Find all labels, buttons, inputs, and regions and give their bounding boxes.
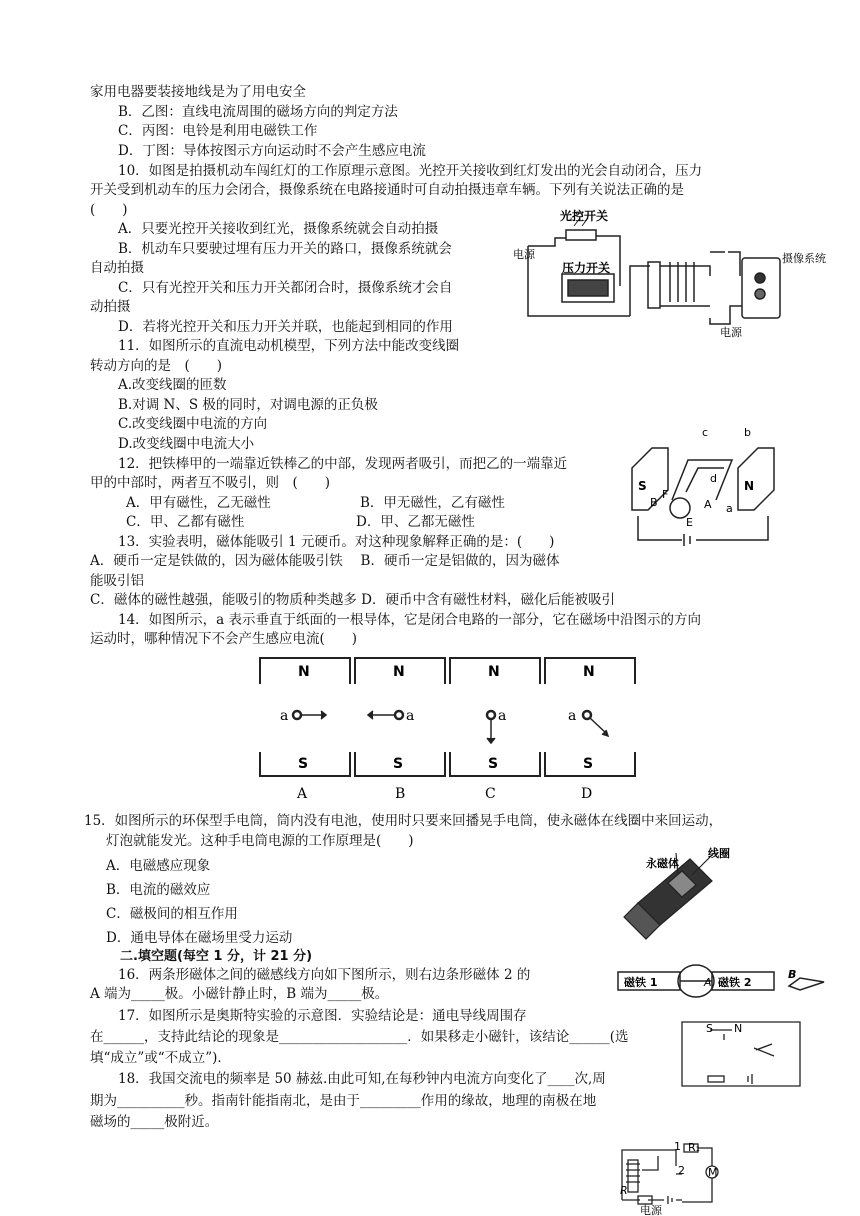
q11-stem: 11．如图所示的直流电动机模型，下列方法中能改变线圈 xyxy=(118,338,460,354)
relay-r1-label: R₁ xyxy=(688,1141,701,1154)
magnet-a-label: A xyxy=(704,976,712,989)
q11-stem-cont: 转动方向的是 ( ) xyxy=(90,358,223,374)
q10-bracket: ( ) xyxy=(90,202,128,218)
conductor-label-b: a xyxy=(406,708,415,724)
q18-stem: 18．我国交流电的频率是 50 赫兹.由此可知,在每秒钟内电流方向变化了____次,周 xyxy=(118,1071,606,1087)
induction-option-b: B xyxy=(395,786,406,802)
relay-2-label: 2 xyxy=(678,1164,685,1177)
q13-options-ab: A．硬币一定是铁做的，因为磁体能吸引铁 B．硬币一定是铝做的，因为磁体 xyxy=(90,553,560,569)
q15-option-c: C．磁极间的相互作用 xyxy=(106,906,238,922)
q14-stem: 14．如图所示，a 表示垂直于纸面的一根导体，它是闭合电路的一部分，它在磁场中沿图示的方向 xyxy=(118,612,702,628)
q11-option-c: C.改变线圈中电流的方向 xyxy=(118,416,268,432)
compass-b-label: B xyxy=(788,968,797,981)
motor-d-label: d xyxy=(710,472,717,485)
q15-option-d: D．通电导体在磁场里受力运动 xyxy=(106,930,293,946)
bar-magnets-diagram xyxy=(612,958,827,998)
induction-s-label-c: S xyxy=(488,756,499,772)
magnet-1-label: 磁铁 1 xyxy=(624,976,658,989)
oersted-diagram xyxy=(676,1018,806,1090)
text-line: 家用电器要装接地线是为了用电安全 xyxy=(90,84,306,100)
relay-motor-label: M xyxy=(708,1166,718,1179)
induction-n-label-d: N xyxy=(583,664,595,680)
q15-stem-cont: 灯泡就能发光。这种手电筒电源的工作原理是( ) xyxy=(106,833,414,849)
q17-blanks: 在______，支持此结论的现象是___________________．如果移走小磁针，该结论______(选 xyxy=(90,1029,629,1045)
q11-option-a: A.改变线圈的匝数 xyxy=(118,377,227,393)
q12-stem: 12．把铁棒甲的一端靠近铁棒乙的中部，发现两者吸引，而把乙的一端靠近 xyxy=(118,456,568,472)
pressure-switch-label: 压力开关 xyxy=(562,261,611,275)
option-d: D．丁图：导体按图示方向运动时不会产生感应电流 xyxy=(118,143,426,159)
option-c: C．丙图：电铃是利用电磁铁工作 xyxy=(118,123,318,139)
coil-label: 线圈 xyxy=(708,847,730,860)
q12-option-a: A．甲有磁性，乙无磁性 xyxy=(126,495,271,511)
induction-n-label-c: N xyxy=(488,664,500,680)
motor-a-brush-label: A xyxy=(704,498,712,511)
induction-s-label-a: S xyxy=(298,756,309,772)
q17-stem: 17．如图所示是奥斯特实验的示意图．实验结论是：通电导线周围存 xyxy=(118,1008,527,1024)
conductor-label-d: a xyxy=(568,708,577,724)
q10-option-c-cont: 动拍摄 xyxy=(90,299,131,315)
q10-option-a: A．只要光控开关接收到红光，摄像系统就会自动拍摄 xyxy=(118,221,439,237)
q12-option-c: C．甲、乙都有磁性 xyxy=(126,514,245,530)
q11-option-d: D.改变线圈中电流大小 xyxy=(118,436,255,452)
q16-blanks: A 端为_____极。小磁针静止时，B 端为_____极。 xyxy=(90,986,389,1002)
relay-power-label: 电源 xyxy=(640,1204,662,1216)
oersted-s-label: S xyxy=(706,1022,713,1035)
q16-stem: 16．两条形磁体之间的磁感线方向如下图所示，则右边条形磁体 2 的 xyxy=(118,967,531,983)
motor-n-label: N xyxy=(744,479,755,493)
magnet-label: 永磁体 xyxy=(646,857,679,870)
induction-options-diagram xyxy=(255,652,640,802)
option-b: B．乙图：直线电流周围的磁场方向的判定方法 xyxy=(118,104,398,120)
section-heading: 二.填空题(每空 1 分，计 21 分) xyxy=(120,949,313,964)
q12-stem-cont: 甲的中部时，两者互不吸引，则 ( ) xyxy=(90,475,331,491)
induction-s-label-d: S xyxy=(583,756,594,772)
induction-n-label-b: N xyxy=(393,664,405,680)
magnet-2-label: 磁铁 2 xyxy=(718,976,752,989)
q15-stem: 15．如图所示的环保型手电筒，筒内没有电池，使用时只要来回播晃手电筒，使永磁体在线圈中来回运动， xyxy=(84,813,723,829)
induction-n-label-a: N xyxy=(298,664,310,680)
motor-c-label: c xyxy=(702,426,709,439)
q15-option-a: A．电磁感应现象 xyxy=(106,858,211,874)
q18-blanks: 期为__________秒。指南针能指南北，是由于_________作用的缘故，地理的南极在地 xyxy=(90,1093,597,1109)
conductor-label-c: a xyxy=(498,708,507,724)
q12-option-b: B．甲无磁性，乙有磁性 xyxy=(360,495,505,511)
flashlight-diagram xyxy=(620,845,740,945)
motor-b-brush-label: B xyxy=(650,496,658,509)
motor-f-label: F xyxy=(662,488,669,501)
motor-s-label: S xyxy=(638,479,647,493)
oersted-n-label: N xyxy=(734,1022,743,1035)
motor-b-label: b xyxy=(744,426,751,439)
induction-option-d: D xyxy=(581,786,593,802)
conductor-label-a: a xyxy=(280,708,289,724)
power-left-label: 电源 xyxy=(513,248,535,261)
induction-option-a: A xyxy=(297,786,308,802)
q13-stem: 13．实验表明，磁体能吸引 1 元硬币。对这种现象解释正确的是：( ) xyxy=(118,534,555,550)
q13-option-b-cont: 能吸引铝 xyxy=(90,573,144,589)
q10-option-b-cont: 自动拍摄 xyxy=(90,260,144,276)
q10-option-d: D．若将光控开关和压力开关并联，也能起到相同的作用 xyxy=(118,319,453,335)
motor-e-label: E xyxy=(686,516,693,529)
q10-option-c: C．只有光控开关和压力开关都闭合时，摄像系统才会自 xyxy=(118,280,453,296)
q12-option-d: D．甲、乙都无磁性 xyxy=(356,514,475,530)
camera-system-label: 摄像系统 xyxy=(782,252,826,265)
light-switch-label: 光控开关 xyxy=(560,209,609,223)
dc-motor-diagram xyxy=(628,420,780,552)
q14-stem-cont: 运动时，哪种情况下不会产生感应电流( ) xyxy=(90,631,358,647)
q17-cont: 填“成立”或“不成立”)． xyxy=(90,1050,231,1066)
q13-options-cd: C．磁体的磁性越强，能吸引的物质种类越多 D．硬币中含有磁性材料，磁化后能被吸引 xyxy=(90,592,615,608)
red-light-camera-diagram xyxy=(510,206,826,339)
q15-option-b: B．电流的磁效应 xyxy=(106,882,211,898)
relay-circuit-diagram xyxy=(612,1138,747,1214)
q10-option-b: B．机动车只要驶过埋有压力开关的路口，摄像系统就会 xyxy=(118,241,452,257)
relay-1-label: 1 xyxy=(674,1140,681,1153)
q18-cont: 磁场的_____极附近。 xyxy=(90,1114,219,1130)
q10-stem: 10．如图是拍摄机动车闯红灯的工作原理示意图。光控开关接收到红灯发出的光会自动闭合，压力 xyxy=(118,163,703,179)
relay-r-label: R xyxy=(620,1184,628,1197)
motor-a-label: a xyxy=(726,502,733,515)
q10-stem-cont: 开关受到机动车的压力会闭合，摄像系统在电路接通时可自动拍摄违章车辆。下列有关说法正确的是 xyxy=(90,182,684,198)
power-bottom-label: 电源 xyxy=(720,326,742,339)
q11-option-b: B.对调 N、S 极的同时，对调电源的正负极 xyxy=(118,397,378,413)
induction-option-c: C xyxy=(485,786,496,802)
induction-s-label-b: S xyxy=(393,756,404,772)
